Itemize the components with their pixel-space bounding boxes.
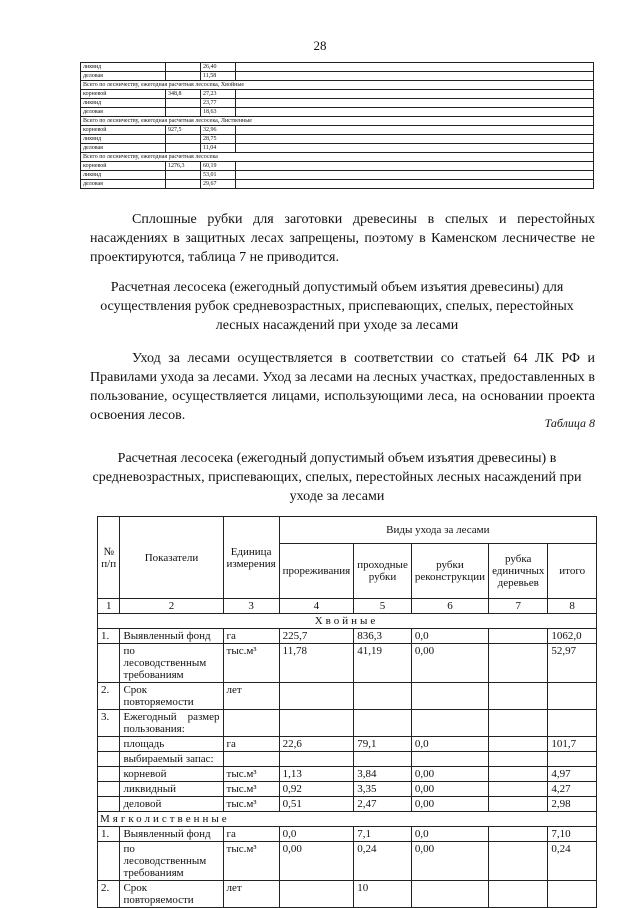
cell-n bbox=[98, 737, 120, 752]
cell-ind: Срок повторяемости bbox=[120, 881, 223, 908]
table-row bbox=[81, 171, 594, 180]
cell-ind: ликвидный bbox=[120, 782, 223, 797]
cell-t bbox=[548, 683, 597, 710]
column-number: 7 bbox=[489, 599, 548, 614]
table-row bbox=[98, 797, 597, 812]
cell-b: 836,3 bbox=[354, 629, 412, 644]
cell-b: 3,35 bbox=[354, 782, 412, 797]
cell-d bbox=[489, 782, 548, 797]
table-row bbox=[81, 153, 594, 162]
cell-d bbox=[489, 842, 548, 881]
cell-c bbox=[411, 752, 488, 767]
cell-n: 2. bbox=[98, 683, 120, 710]
cell-empty bbox=[236, 135, 594, 144]
cell-b bbox=[354, 752, 412, 767]
cell-empty bbox=[236, 108, 594, 117]
column-number: 8 bbox=[548, 599, 597, 614]
table-row bbox=[81, 162, 594, 171]
cell-ind: по лесоводственным требованиям bbox=[120, 842, 223, 881]
section-softwood: Мягколиственные bbox=[98, 812, 597, 827]
cell-ind: корневой bbox=[120, 767, 223, 782]
cell-v1 bbox=[166, 135, 201, 144]
paragraph-forest-care: Уход за лесами осуществляется в соответствии со статьей 64 ЛК РФ и Правилами ухода за лесами. Уход за лесами на лесных участках, предоставленных в пользование, осуществляется лицами, использующими леса, на основании проекта освоения лесов. bbox=[90, 351, 595, 423]
cell-label: деловая bbox=[81, 108, 166, 117]
column-numbers-row bbox=[98, 599, 597, 614]
cell-ind: Срок повторяемости bbox=[120, 683, 223, 710]
cell-n bbox=[98, 752, 120, 767]
cell-a: 22,6 bbox=[279, 737, 354, 752]
cell-v1 bbox=[166, 108, 201, 117]
cell-t: 7,10 bbox=[548, 827, 597, 842]
table-row bbox=[81, 117, 594, 126]
cell-t bbox=[548, 752, 597, 767]
cell-n bbox=[98, 644, 120, 683]
cell-v1 bbox=[166, 63, 201, 72]
column-number: 5 bbox=[354, 599, 412, 614]
cell-v2: 60,19 bbox=[201, 162, 236, 171]
cell-v2: 32,96 bbox=[201, 126, 236, 135]
cell-a bbox=[279, 881, 354, 908]
cell-c bbox=[411, 881, 488, 908]
cell-v1: 1276,3 bbox=[166, 162, 201, 171]
column-number: 4 bbox=[279, 599, 354, 614]
cell-ind: выбираемый запас: bbox=[120, 752, 223, 767]
cell-t: 4,97 bbox=[548, 767, 597, 782]
cell-b: 41,19 bbox=[354, 644, 412, 683]
cell-v1 bbox=[166, 99, 201, 108]
cell-a bbox=[279, 752, 354, 767]
header-number: № п/п bbox=[98, 517, 120, 599]
cell-u: га bbox=[223, 737, 279, 752]
cell-a: 225,7 bbox=[279, 629, 354, 644]
cell-b: 79,1 bbox=[354, 737, 412, 752]
cell-d bbox=[489, 683, 548, 710]
page-number: 28 bbox=[313, 38, 327, 53]
table-row bbox=[98, 683, 597, 710]
paragraph-clearcut: Сплошные рубки для заготовки древесины в спелых и перестойных насаждениях в защитных лесах запрещены, поэтому в Каменском лесничестве не проектируются, таблица 7 не приводится. bbox=[90, 212, 595, 265]
cell-d bbox=[489, 752, 548, 767]
summary-label: Всего по лесничеству, ежегодная расчетная лесосека, Хвойные bbox=[81, 81, 594, 90]
header-indicators: Показатели bbox=[120, 517, 223, 599]
cell-b: 0,24 bbox=[354, 842, 412, 881]
header-care-types: Виды ухода за лесами bbox=[279, 517, 596, 544]
cell-v2: 11,04 bbox=[201, 144, 236, 153]
table-row bbox=[81, 135, 594, 144]
cell-c: 0,0 bbox=[411, 827, 488, 842]
cell-v2: 18,63 bbox=[201, 108, 236, 117]
cell-u: лет bbox=[223, 881, 279, 908]
cell-t bbox=[548, 881, 597, 908]
cell-d bbox=[489, 737, 548, 752]
cell-empty bbox=[236, 63, 594, 72]
cell-d bbox=[489, 827, 548, 842]
table-row bbox=[98, 881, 597, 908]
cell-a: 0,00 bbox=[279, 842, 354, 881]
cell-ind: Выявленный фонд bbox=[120, 827, 223, 842]
cell-u bbox=[223, 752, 279, 767]
column-number: 3 bbox=[223, 599, 279, 614]
table-row bbox=[81, 63, 594, 72]
cell-t: 52,97 bbox=[548, 644, 597, 683]
table-row bbox=[81, 180, 594, 189]
cell-u: га bbox=[223, 827, 279, 842]
table-row bbox=[98, 782, 597, 797]
cell-empty bbox=[236, 144, 594, 153]
cell-u: га bbox=[223, 629, 279, 644]
cell-b bbox=[354, 683, 412, 710]
cell-c: 0,00 bbox=[411, 842, 488, 881]
continued-table bbox=[80, 62, 594, 189]
table-row bbox=[81, 90, 594, 99]
cell-label: корневой bbox=[81, 162, 166, 171]
cell-ind: по лесоводственным требованиям bbox=[120, 644, 223, 683]
cell-ind: площадь bbox=[120, 737, 223, 752]
table-row bbox=[98, 767, 597, 782]
cell-t: 4,27 bbox=[548, 782, 597, 797]
cell-v1: 927,5 bbox=[166, 126, 201, 135]
table-row bbox=[98, 629, 597, 644]
cell-c: 0,00 bbox=[411, 644, 488, 683]
summary-label: Всего по лесничеству, ежегодная расчетная лесосека bbox=[81, 153, 594, 162]
cell-label: деловая bbox=[81, 180, 166, 189]
cell-t: 0,24 bbox=[548, 842, 597, 881]
cell-empty bbox=[236, 180, 594, 189]
cell-a: 0,51 bbox=[279, 797, 354, 812]
section-conifers: Хвойные bbox=[98, 614, 597, 629]
table-row bbox=[81, 126, 594, 135]
cell-n: 1. bbox=[98, 629, 120, 644]
cell-t: 1062,0 bbox=[548, 629, 597, 644]
cell-v1 bbox=[166, 171, 201, 180]
header-single-tree: рубка единичных деревьев bbox=[489, 544, 548, 599]
cell-d bbox=[489, 767, 548, 782]
cell-empty bbox=[236, 171, 594, 180]
table-row bbox=[98, 752, 597, 767]
table-row bbox=[81, 72, 594, 81]
cell-c: 0,00 bbox=[411, 782, 488, 797]
cell-c: 0,0 bbox=[411, 629, 488, 644]
cell-label: корневой bbox=[81, 90, 166, 99]
cell-u: тыс.м³ bbox=[223, 842, 279, 881]
cell-u: тыс.м³ bbox=[223, 644, 279, 683]
cell-label: деловая bbox=[81, 72, 166, 81]
cell-label: ликвид bbox=[81, 99, 166, 108]
cell-v2: 26,40 bbox=[201, 63, 236, 72]
cell-c: 0,0 bbox=[411, 737, 488, 752]
cell-v1 bbox=[166, 144, 201, 153]
header-unit: Единица измерения bbox=[223, 517, 279, 599]
cell-u: лет bbox=[223, 683, 279, 710]
table-row bbox=[98, 710, 597, 737]
cell-empty bbox=[236, 126, 594, 135]
cell-n: 3. bbox=[98, 710, 120, 737]
cell-t: 101,7 bbox=[548, 737, 597, 752]
table-title: Расчетная лесосека (ежегодный допустимый объем изъятия древесины) в средневозрастных, приспевающих, спелых, перестойных лесных насаждений при уходе за лесами bbox=[92, 451, 582, 504]
cell-label: корневой bbox=[81, 126, 166, 135]
cell-v1 bbox=[166, 180, 201, 189]
cell-a bbox=[279, 710, 354, 737]
cell-v2: 53,01 bbox=[201, 171, 236, 180]
cell-a: 11,78 bbox=[279, 644, 354, 683]
cell-v2: 29,67 bbox=[201, 180, 236, 189]
cell-b bbox=[354, 710, 412, 737]
cell-b: 7,1 bbox=[354, 827, 412, 842]
cell-n: 1. bbox=[98, 827, 120, 842]
summary-label: Всего по лесничеству, ежегодная расчетная лесосека, Лиственные bbox=[81, 117, 594, 126]
cell-ind: Выявленный фонд bbox=[120, 629, 223, 644]
cell-c bbox=[411, 710, 488, 737]
table-row bbox=[98, 737, 597, 752]
column-number: 1 bbox=[98, 599, 120, 614]
cell-a: 1,13 bbox=[279, 767, 354, 782]
table-row bbox=[98, 827, 597, 842]
cell-v2: 11,58 bbox=[201, 72, 236, 81]
table-8 bbox=[97, 516, 597, 908]
table-row bbox=[81, 99, 594, 108]
cell-d bbox=[489, 644, 548, 683]
cell-c bbox=[411, 683, 488, 710]
cell-label: ликвид bbox=[81, 135, 166, 144]
cell-d bbox=[489, 797, 548, 812]
cell-ind: деловой bbox=[120, 797, 223, 812]
column-number: 6 bbox=[411, 599, 488, 614]
header-thinning: прореживания bbox=[279, 544, 354, 599]
cell-u: тыс.м³ bbox=[223, 797, 279, 812]
cell-c: 0,00 bbox=[411, 797, 488, 812]
header-passage-cutting: проходные рубки bbox=[354, 544, 412, 599]
table-row bbox=[81, 108, 594, 117]
cell-u bbox=[223, 710, 279, 737]
section-row-softwood bbox=[98, 812, 597, 827]
cell-label: деловая bbox=[81, 144, 166, 153]
cell-empty bbox=[236, 90, 594, 99]
cell-n bbox=[98, 782, 120, 797]
cell-v2: 23,77 bbox=[201, 99, 236, 108]
cell-b: 2,47 bbox=[354, 797, 412, 812]
cell-v2: 28,75 bbox=[201, 135, 236, 144]
cell-empty bbox=[236, 99, 594, 108]
table-label: Таблица 8 bbox=[544, 416, 595, 430]
column-number: 2 bbox=[120, 599, 223, 614]
cell-d bbox=[489, 710, 548, 737]
cell-n bbox=[98, 842, 120, 881]
cell-b: 3,84 bbox=[354, 767, 412, 782]
cell-n bbox=[98, 797, 120, 812]
cell-n bbox=[98, 767, 120, 782]
cell-label: ликвид bbox=[81, 171, 166, 180]
cell-empty bbox=[236, 72, 594, 81]
header-total: итого bbox=[548, 544, 597, 599]
cell-empty bbox=[236, 162, 594, 171]
cell-label: ликвид bbox=[81, 63, 166, 72]
cell-v1: 348,8 bbox=[166, 90, 201, 99]
table-row bbox=[81, 144, 594, 153]
cell-d bbox=[489, 881, 548, 908]
cell-t bbox=[548, 710, 597, 737]
cell-n: 2. bbox=[98, 881, 120, 908]
cell-u: тыс.м³ bbox=[223, 767, 279, 782]
cell-ind: Ежегодный размер пользования: bbox=[120, 710, 223, 737]
section-heading: Расчетная лесосека (ежегодный допустимый объем изъятия древесины) для осуществления рубок средневозрастных, приспевающих, спелых, перестойных лесных насаждений при уходе за лесами bbox=[100, 280, 574, 333]
cell-d bbox=[489, 629, 548, 644]
cell-a: 0,0 bbox=[279, 827, 354, 842]
cell-t: 2,98 bbox=[548, 797, 597, 812]
cell-a bbox=[279, 683, 354, 710]
cell-u: тыс.м³ bbox=[223, 782, 279, 797]
cell-a: 0,92 bbox=[279, 782, 354, 797]
cell-v1 bbox=[166, 72, 201, 81]
table-row bbox=[81, 81, 594, 90]
header-reconstruction: рубки реконструкции bbox=[411, 544, 488, 599]
cell-v2: 27,23 bbox=[201, 90, 236, 99]
cell-c: 0,00 bbox=[411, 767, 488, 782]
cell-b: 10 bbox=[354, 881, 412, 908]
table-row bbox=[98, 842, 597, 881]
table-row bbox=[98, 644, 597, 683]
section-row-conifers bbox=[98, 614, 597, 629]
